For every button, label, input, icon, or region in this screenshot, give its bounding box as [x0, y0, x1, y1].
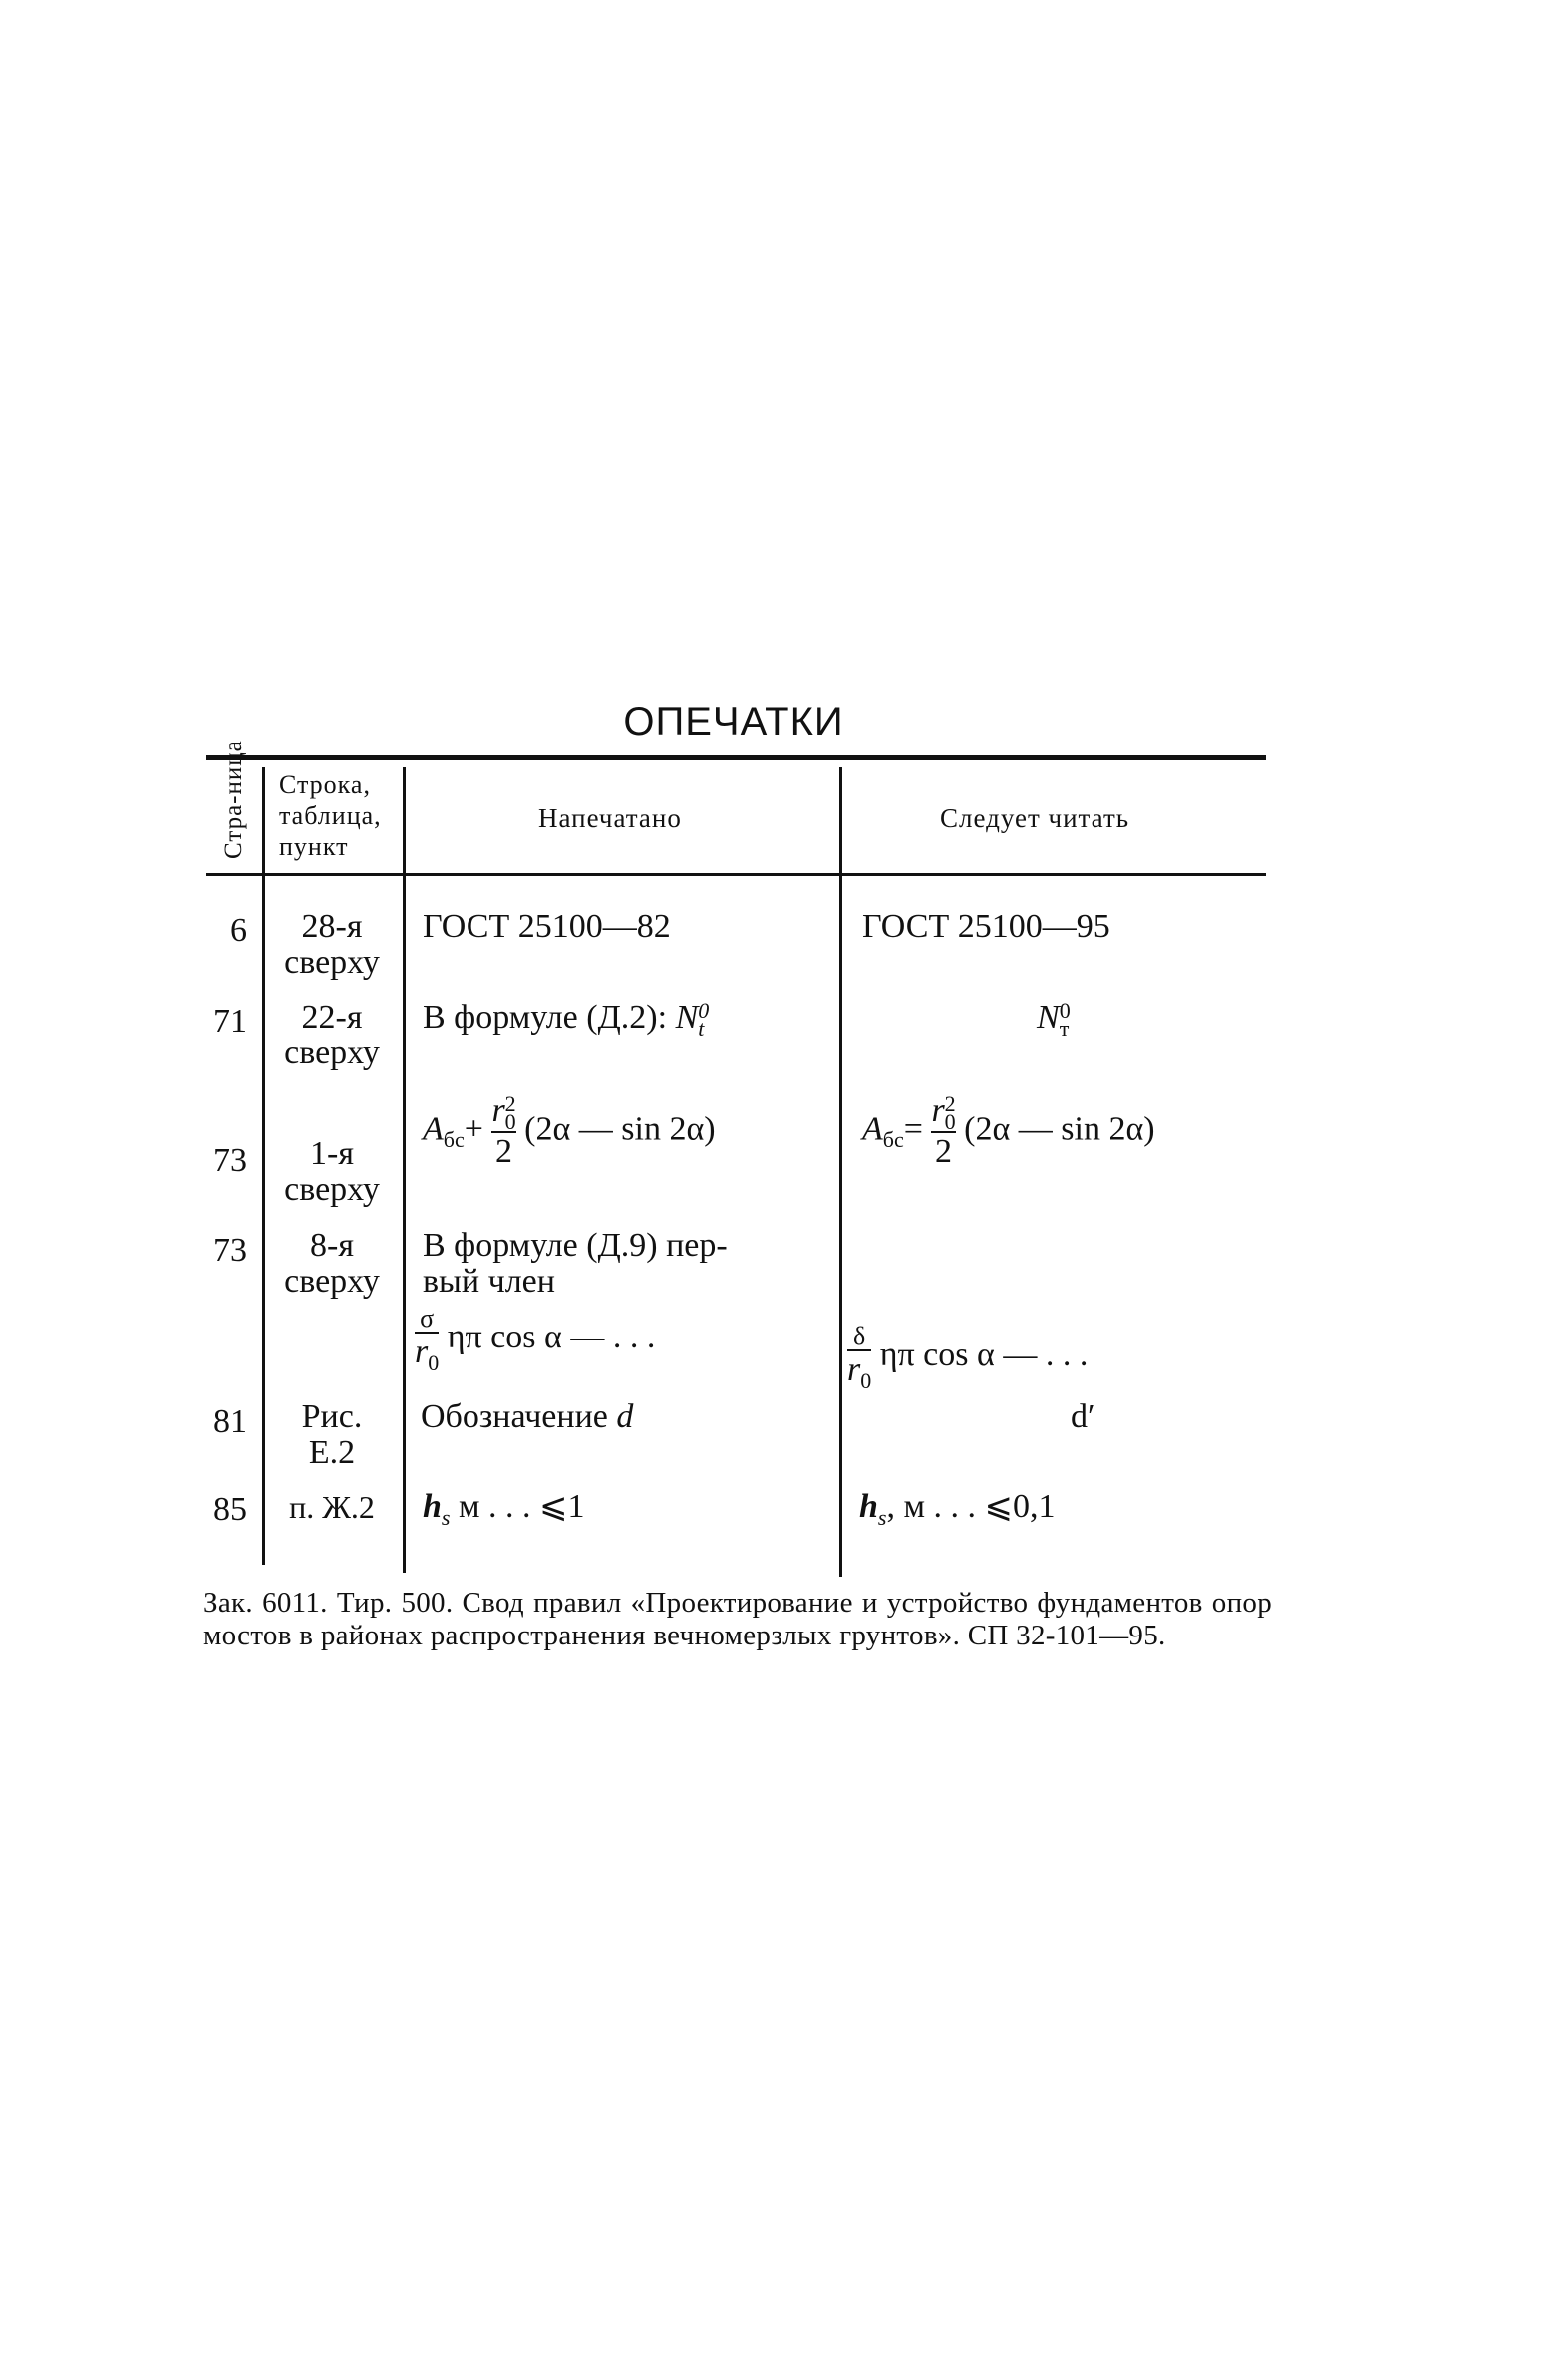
- formula-symbol: h: [859, 1488, 878, 1525]
- column-divider: [262, 767, 265, 1565]
- header-should-read: Следует читать: [940, 803, 1130, 833]
- row-should-read: [1037, 998, 1071, 1041]
- row-should-read: [862, 1091, 1155, 1171]
- row-page: 81: [213, 1403, 247, 1440]
- formula-tail: , м . . . ⩽0,1: [886, 1488, 1056, 1525]
- row-page: 71: [213, 1003, 247, 1040]
- formula-sup: 0: [698, 998, 710, 1024]
- fraction-numerator: δ: [852, 1322, 866, 1350]
- fraction-denominator: r: [415, 1334, 429, 1370]
- row-should-read: ГОСТ 25100—95: [862, 908, 1110, 945]
- row-line-2: сверху: [284, 1035, 380, 1071]
- row-printed: [423, 1489, 585, 1536]
- row-should-read-formula: [847, 1324, 1088, 1392]
- formula-sub: t: [698, 1016, 705, 1041]
- fraction-sub: 0: [504, 1109, 516, 1135]
- row-line: [277, 1228, 387, 1300]
- formula-operator: +: [464, 1110, 483, 1148]
- printed-text: В формуле (Д.2):: [423, 999, 668, 1036]
- formula-fraction: [415, 1306, 439, 1374]
- row-page: 85: [213, 1491, 247, 1528]
- row-line-1: Рис.: [301, 1398, 363, 1435]
- formula-symbol: N: [675, 999, 699, 1036]
- formula-symbol: A: [423, 1110, 444, 1148]
- row-line-2: сверху: [284, 944, 380, 981]
- row-line: [277, 1000, 387, 1071]
- printed-text: вый член: [423, 1263, 555, 1300]
- header-line-2: таблица,: [279, 801, 382, 830]
- fraction-sub: 0: [428, 1349, 440, 1375]
- row-should-read: [859, 1489, 1056, 1536]
- header-line-1: Строка,: [279, 770, 371, 799]
- formula-symbol: d: [616, 1398, 634, 1435]
- formula-fraction: [847, 1324, 871, 1392]
- row-page: 73: [213, 1142, 247, 1179]
- fraction-numerator: r: [931, 1092, 945, 1129]
- page-title: ОПЕЧАТКИ: [623, 700, 844, 744]
- fraction-sup: 2: [504, 1091, 516, 1117]
- formula-fraction: [491, 1091, 516, 1171]
- formula-sup: 0: [1059, 998, 1071, 1024]
- header-page: Стра-ница: [220, 740, 247, 859]
- header-line-3: пункт: [279, 832, 349, 861]
- header-printed: Напечатано: [538, 803, 682, 833]
- formula-tail: ηπ cos α — . . .: [879, 1337, 1089, 1374]
- row-line-1: п. Ж.2: [289, 1489, 375, 1525]
- fraction-denominator: r: [847, 1351, 861, 1388]
- fraction-sub: 0: [944, 1109, 956, 1135]
- row-line-2: сверху: [284, 1263, 380, 1300]
- row-line: [277, 1489, 387, 1525]
- column-divider: [839, 767, 842, 1577]
- formula-tail: ηπ cos α — . . .: [447, 1319, 656, 1356]
- formula-symbol: h: [423, 1488, 442, 1525]
- row-printed: [423, 998, 710, 1041]
- table-header-rule: [206, 873, 1266, 876]
- column-divider: [403, 767, 406, 1573]
- row-line: [277, 909, 387, 981]
- table-top-rule: [206, 755, 1266, 760]
- header-line: [279, 769, 382, 862]
- formula-operator: =: [903, 1110, 923, 1148]
- fraction-denominator: 2: [931, 1131, 955, 1169]
- fraction-denominator: 2: [491, 1131, 515, 1169]
- row-page: 6: [230, 912, 247, 949]
- row-page: 73: [213, 1232, 247, 1269]
- row-printed: [421, 1399, 633, 1435]
- row-should-read: d′: [1071, 1398, 1095, 1435]
- formula-sub: бс: [443, 1127, 465, 1153]
- formula-symbol: A: [862, 1110, 883, 1148]
- row-line-2: Е.2: [308, 1434, 356, 1471]
- row-printed: [423, 1228, 821, 1300]
- row-line-2: сверху: [284, 1171, 380, 1208]
- formula-sub: s: [877, 1504, 887, 1530]
- printed-text: В формуле (Д.9) пер-: [423, 1227, 728, 1264]
- row-printed: ГОСТ 25100—82: [423, 908, 671, 945]
- row-line-1: 8-я: [310, 1227, 354, 1264]
- fraction-sup: 2: [944, 1091, 956, 1117]
- fraction-sub: 0: [860, 1367, 872, 1393]
- formula-tail: (2α — sin 2α): [524, 1110, 716, 1148]
- fraction-numerator: σ: [420, 1304, 435, 1333]
- formula-sub: бс: [882, 1127, 904, 1153]
- formula-sub: s: [441, 1504, 451, 1530]
- formula-fraction: [931, 1091, 956, 1171]
- row-line-1: 22-я: [301, 999, 363, 1036]
- row-line-1: 28-я: [301, 908, 363, 945]
- formula-tail: (2α — sin 2α): [964, 1110, 1155, 1148]
- row-line: [277, 1399, 387, 1471]
- row-printed: [423, 1091, 716, 1171]
- row-line-1: 1-я: [310, 1135, 354, 1172]
- formula-tail: м . . . ⩽1: [458, 1488, 585, 1525]
- row-line: [277, 1136, 387, 1208]
- formula-sub: т: [1059, 1016, 1070, 1041]
- row-printed-formula: [415, 1306, 655, 1374]
- formula-symbol: N: [1037, 999, 1060, 1036]
- footer-imprint: Зак. 6011. Тир. 500. Свод правил «Проектирование и устройство фундаментов опор мостов в районах распространения вечномерзлых грунтов». СП 32-101—95.: [203, 1587, 1272, 1651]
- printed-text: Обозначение: [421, 1398, 608, 1435]
- fraction-numerator: r: [491, 1092, 505, 1129]
